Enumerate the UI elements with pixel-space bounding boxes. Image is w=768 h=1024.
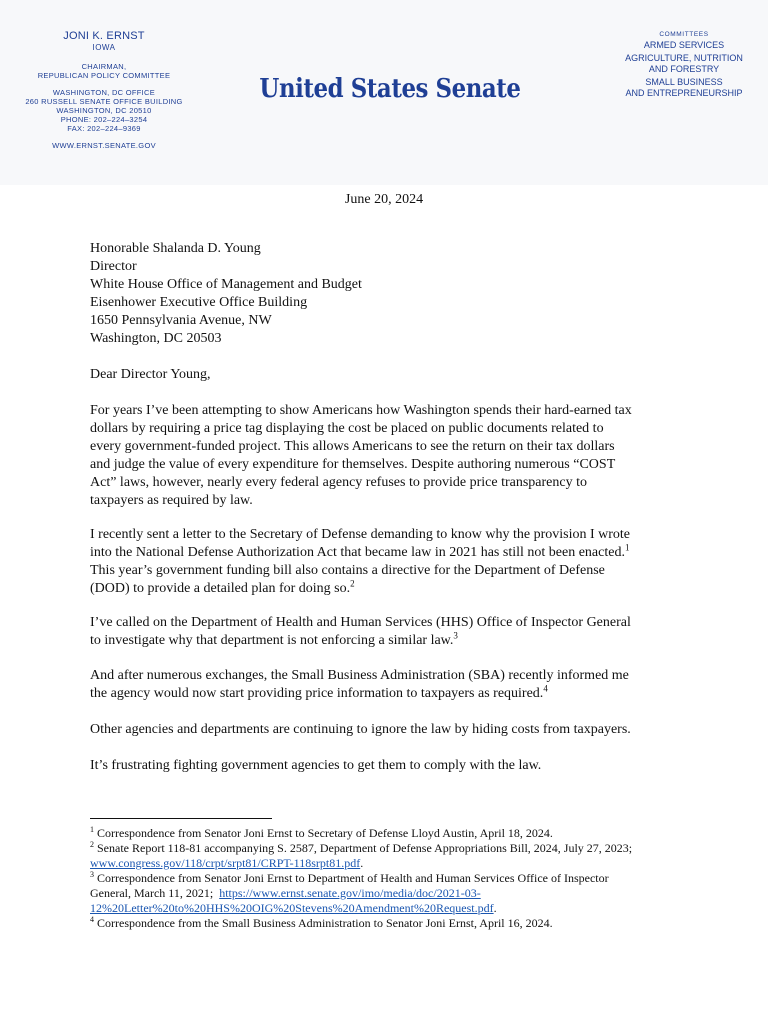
footnote-text: .	[360, 856, 364, 870]
office-address-line1: 260 RUSSELL SENATE OFFICE BUILDING	[25, 97, 183, 106]
committees-block	[604, 30, 764, 99]
paragraph-line: and judge the value of every expenditure for themselves. Despite authoring numerous “COST	[90, 457, 616, 472]
footnote-text: Senate Report 118-81 accompanying S. 2587, Department of Defense Appropriations Bill, 2024, July 27, 2023;	[94, 841, 633, 855]
office-address-line2: WASHINGTON, DC 20510	[56, 106, 152, 115]
paragraph-line: And after numerous exchanges, the Small Business Administration (SBA) recently informed me	[90, 668, 629, 683]
paragraph-line: taxpayers as required by law.	[90, 493, 253, 508]
recipient-line: Eisenhower Executive Office Building	[90, 295, 308, 310]
paragraph-line: dollars by requiring a price tag displaying the cost be placed on public documents related to	[90, 421, 604, 436]
paragraph-line	[90, 632, 690, 650]
footnote-3	[90, 871, 690, 916]
paragraph-line: This year’s government funding bill also contains a directive for the Department of Defense	[90, 563, 605, 578]
recipient-line: White House Office of Management and Budget	[90, 277, 362, 292]
footnote-1	[90, 826, 690, 841]
footnote-number: 4	[90, 915, 94, 924]
paragraph-4	[90, 667, 690, 703]
footnote-text: Correspondence from Senator Joni Ernst to Department of Health and Human Services Office of Inspector	[94, 871, 609, 885]
committee-line: SMALL BUSINESS	[645, 77, 723, 87]
paragraph-text: (DOD) to provide a detailed plan for doing so.	[90, 581, 351, 596]
recipient-line: 1650 Pennsylvania Avenue, NW	[90, 313, 272, 328]
senate-title: United States Senate	[259, 74, 521, 104]
paragraph-line: I recently sent a letter to the Secretary of Defense demanding to know why the provision I wrote	[90, 527, 630, 542]
recipient-line: Director	[90, 259, 137, 274]
footnote-ref: 1	[624, 542, 630, 553]
footnote-text: General, March 11, 2021;	[90, 886, 220, 900]
senator-state: IOWA	[92, 43, 116, 52]
committees-label: COMMITTEES	[659, 31, 709, 38]
footnote-2	[90, 841, 690, 871]
salutation: Dear Director Young,	[90, 367, 211, 382]
footnote-4	[90, 916, 690, 931]
letterhead	[0, 0, 768, 185]
footnote-link[interactable]: www.congress.gov/118/crpt/srpt81/CRPT-118srpt81.pdf	[90, 856, 361, 870]
paragraph-line: For years I’ve been attempting to show Americans how Washington spends their hard-earned tax	[90, 403, 632, 418]
paragraph-line: I’ve called on the Department of Health and Human Services (HHS) Office of Inspector General	[90, 615, 631, 630]
senator-role-line2: REPUBLICAN POLICY COMMITTEE	[37, 71, 171, 80]
footnotes	[90, 826, 690, 931]
office-title: WASHINGTON, DC OFFICE	[52, 88, 156, 97]
footnote-link[interactable]: https://www.ernst.senate.gov/imo/media/doc/2021-03-	[219, 886, 481, 900]
paragraph-3	[90, 614, 690, 650]
recipient-line: Honorable Shalanda D. Young	[90, 241, 261, 256]
footnote-text: .	[493, 901, 497, 915]
footnote-number: 1	[90, 825, 94, 834]
committee-line: AND FORESTRY	[648, 64, 720, 74]
paragraph-2	[90, 526, 690, 598]
office-phone: PHONE: 202–224–3254	[60, 115, 148, 124]
paragraph-text: into the National Defense Authorization Act that became law in 2021 has still not been enacted.	[90, 545, 625, 560]
footnote-ref: 4	[543, 683, 548, 694]
paragraph-1	[90, 402, 690, 510]
paragraph-line: Act” laws, however, nearly every federal agency refuses to provide price transparency to	[90, 475, 587, 490]
footnote-text: Correspondence from the Small Business Administration to Senator Joni Ernst, April 16, 2024.	[94, 916, 553, 930]
footnote-ref: 2	[350, 578, 355, 589]
paragraph-line	[90, 685, 690, 703]
senator-role-line1: CHAIRMAN,	[81, 62, 127, 71]
letter-date: June 20, 2024	[344, 192, 424, 207]
senator-website: WWW.ERNST.SENATE.GOV	[52, 141, 156, 150]
senator-name: JONI K. ERNST	[63, 30, 145, 42]
paragraph-6: It’s frustrating fighting government agencies to get them to comply with the law.	[90, 758, 542, 773]
footnote-text: Correspondence from Senator Joni Ernst to Secretary of Defense Lloyd Austin, April 18, 2024.	[94, 826, 553, 840]
committee-line: ARMED SERVICES	[643, 40, 725, 50]
committee-line: AGRICULTURE, NUTRITION	[625, 53, 743, 63]
footnote-link[interactable]: 12%20Letter%20to%20HHS%20OIG%20Stevens%20Amendment%20Request.pdf	[90, 901, 494, 915]
paragraph-text: to investigate why that department is not enforcing a similar law.	[90, 633, 454, 648]
footnote-ref: 3	[453, 630, 458, 641]
recipient-line: Washington, DC 20503	[90, 331, 222, 346]
paragraph-line: every government-funded project. This allows Americans to see the return on their tax dollars	[90, 439, 615, 454]
paragraph-line	[90, 544, 690, 562]
footnote-number: 2	[90, 840, 94, 849]
paragraph-line	[90, 580, 690, 598]
senator-info-block	[18, 30, 190, 150]
office-fax: FAX: 202–224–9369	[67, 124, 141, 133]
footnote-divider	[90, 818, 272, 819]
footnote-number: 3	[90, 870, 94, 879]
committee-line: AND ENTREPRENEURSHIP	[625, 88, 743, 98]
recipient-address	[90, 240, 690, 348]
paragraph-5: Other agencies and departments are continuing to ignore the law by hiding costs from taxpayers.	[90, 722, 631, 737]
paragraph-text: the agency would now start providing price information to taxpayers as required.	[90, 686, 544, 701]
